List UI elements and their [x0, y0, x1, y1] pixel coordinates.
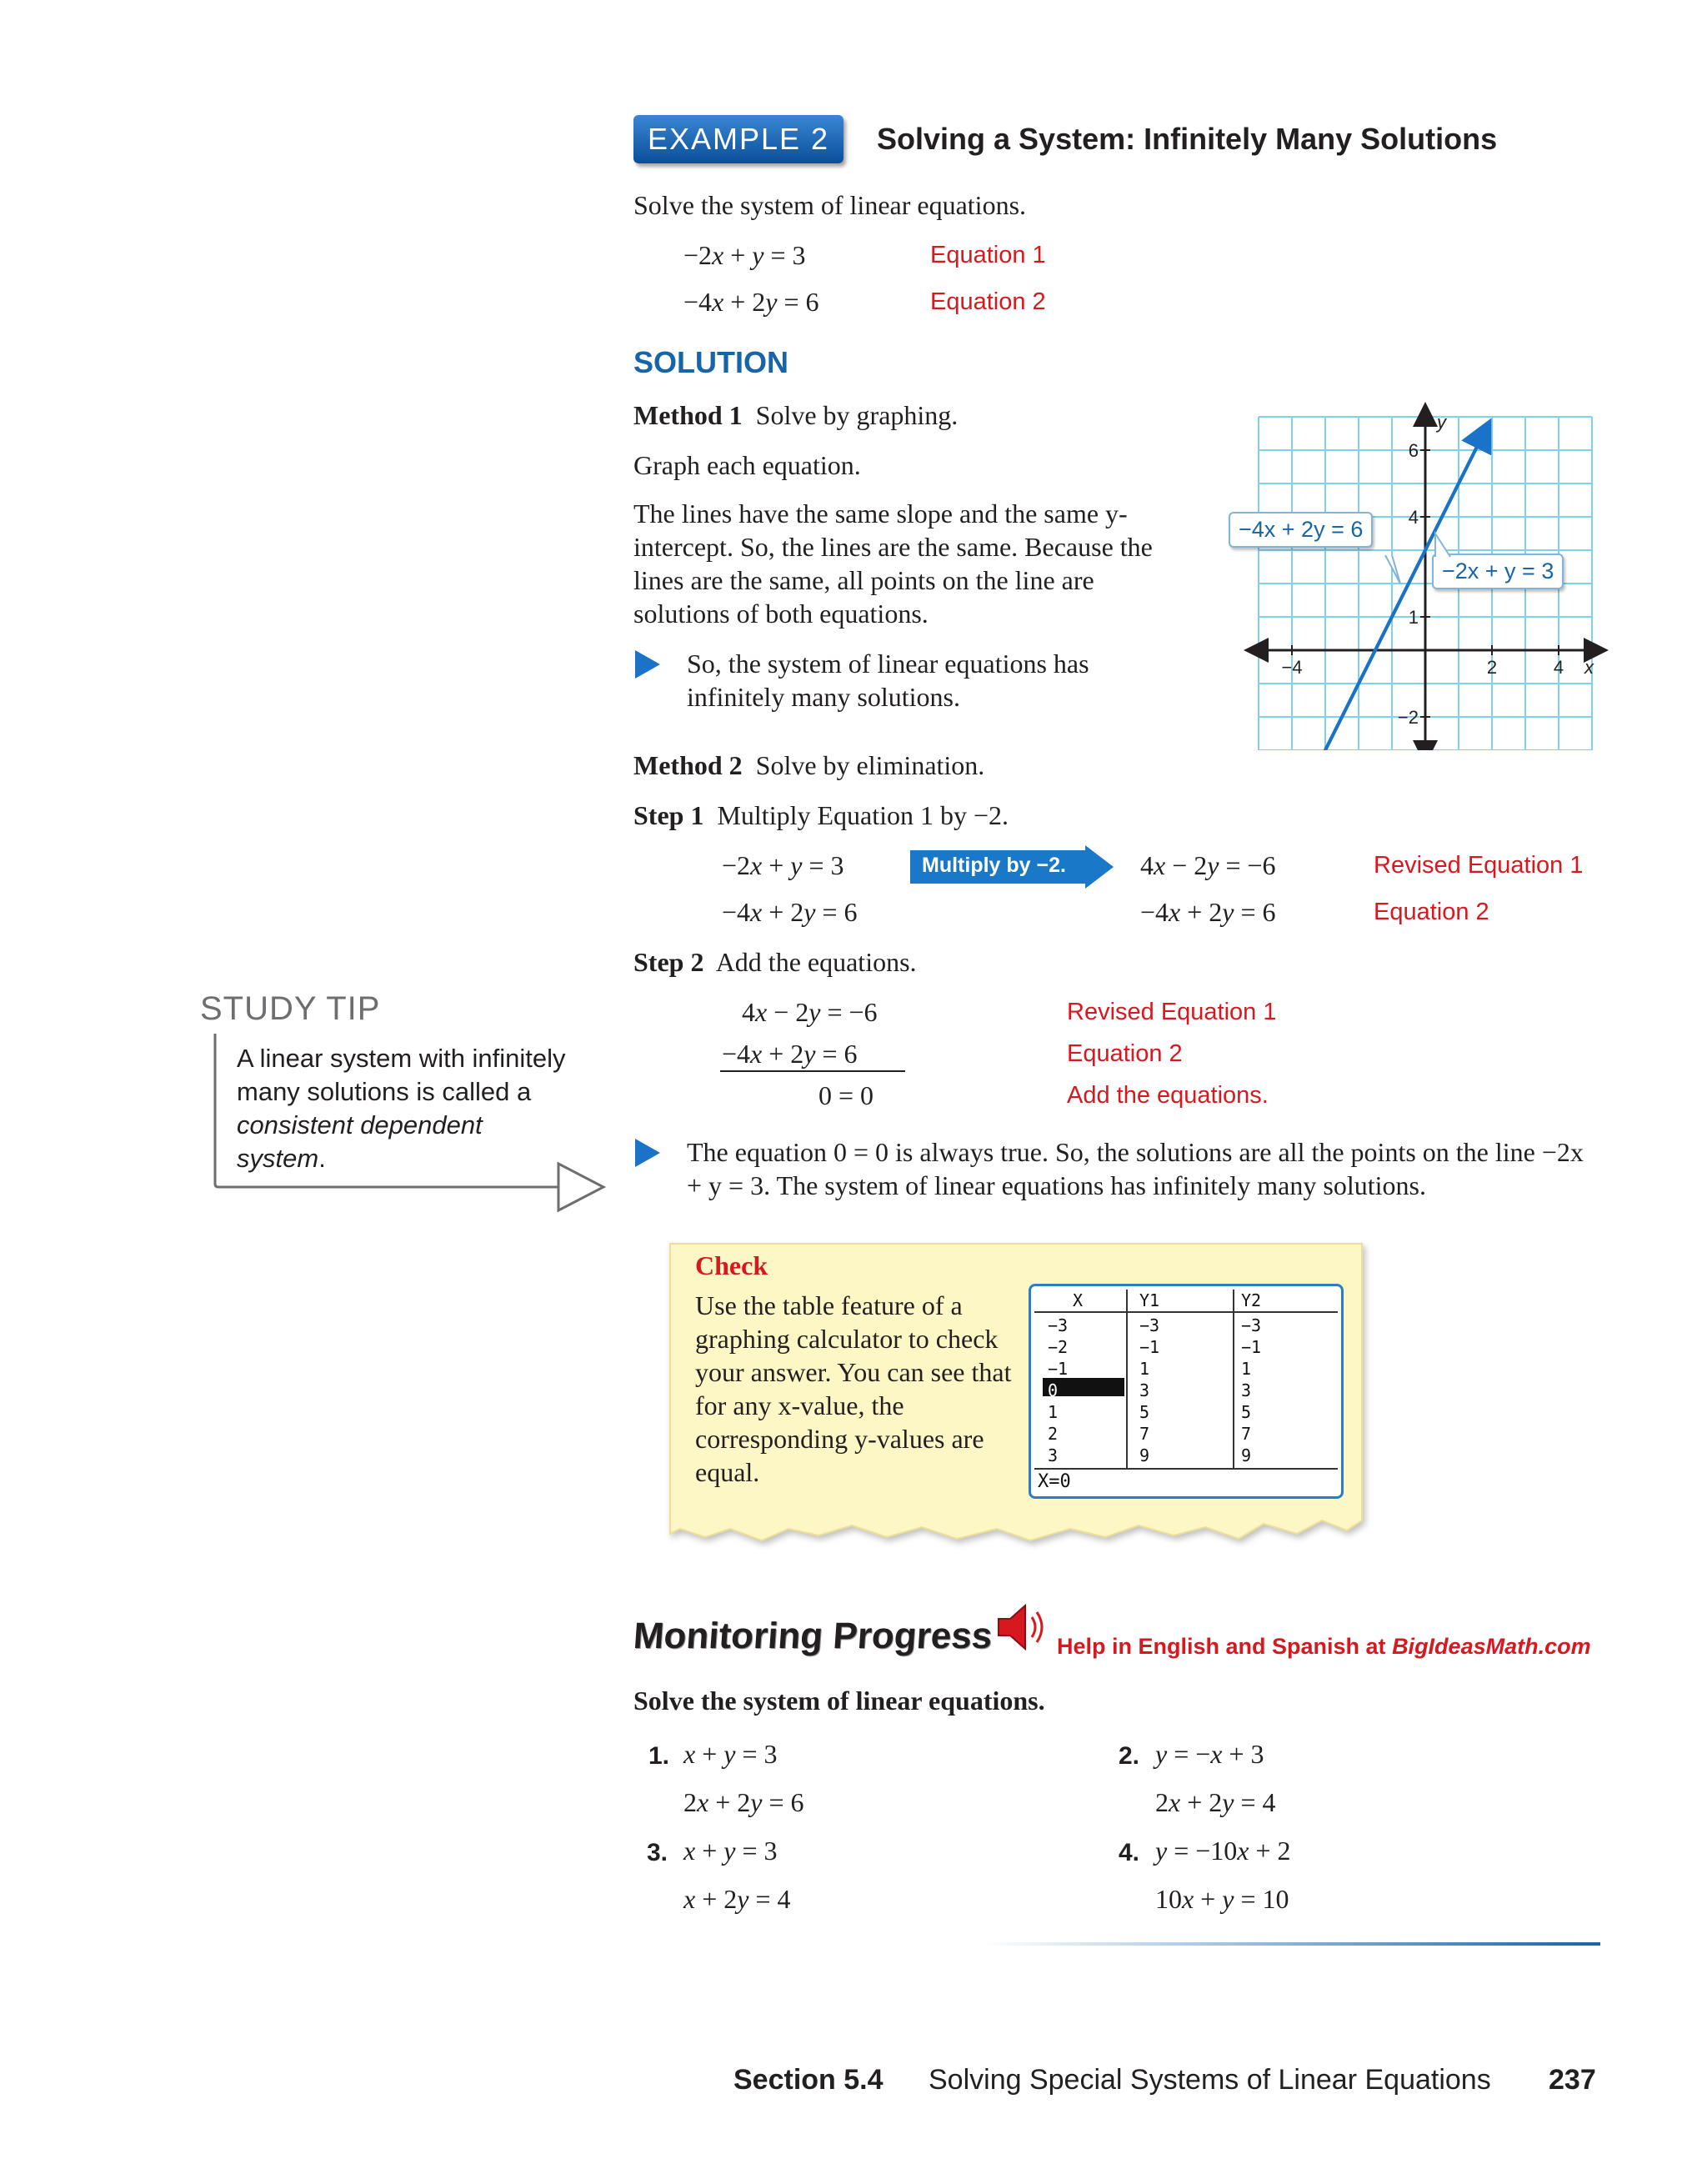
- calculator-table: [1029, 1284, 1344, 1499]
- method2-conclusion: The equation 0 = 0 is always true. So, the solutions are all the points on the line −2x + y = 3. The system of linear equations has infinitely many solutions.: [687, 1137, 1584, 1200]
- monitoring-help-text: Help in English and Spanish at: [1057, 1634, 1386, 1659]
- footer-page: 237: [1549, 2064, 1596, 2096]
- step1-right-1: 4x − 2y = −6: [1140, 850, 1276, 880]
- calc-x-cell: −2: [1048, 1337, 1069, 1357]
- problem-1-number: 1.: [648, 1742, 670, 1770]
- step1-label-2: Equation 2: [1374, 899, 1489, 925]
- calc-y2-cell: 7: [1241, 1424, 1252, 1444]
- example-title: Solving a System: Infinitely Many Solutions: [877, 122, 1498, 156]
- step1-left-2: −4x + 2y = 6: [722, 897, 858, 927]
- calc-column-y2: [1241, 1315, 1261, 1466]
- calc-y1-cell: 3: [1139, 1380, 1150, 1400]
- problem-4-number: 4.: [1119, 1839, 1140, 1866]
- calc-header-y2: Y2: [1241, 1290, 1262, 1310]
- sum-rule: [720, 1070, 905, 1072]
- calc-column-y1: [1139, 1315, 1159, 1466]
- system-label-2: Equation 2: [930, 288, 1046, 315]
- study-tip-heading: STUDY TIP: [200, 990, 381, 1027]
- step2-text: Add the equations.: [715, 947, 917, 977]
- calc-y1-cell: 9: [1139, 1445, 1150, 1465]
- y-tick-label: −2: [1397, 707, 1419, 728]
- calc-y1-cell: −3: [1139, 1315, 1160, 1335]
- y-axis-label: y: [1437, 412, 1446, 433]
- study-tip-text: [237, 1042, 570, 1175]
- problem-1-eq1: x + y = 3: [683, 1739, 778, 1769]
- calc-y2-cell: 1: [1241, 1359, 1252, 1379]
- calc-x-cell: −3: [1048, 1315, 1069, 1335]
- callout-equation-2: [1229, 512, 1373, 548]
- footer-title: Solving Special Systems of Linear Equations: [929, 2064, 1491, 2096]
- calc-y2-cell: −3: [1241, 1315, 1262, 1335]
- step2-label-3: Add the equations.: [1067, 1082, 1269, 1109]
- y-tick-label: 1: [1408, 607, 1419, 628]
- monitoring-heading: Monitoring Progress: [632, 1615, 994, 1656]
- monitoring-help[interactable]: [1057, 1634, 1591, 1660]
- bottom-rule: [984, 1942, 1600, 1946]
- graph-each: Graph each equation.: [633, 450, 861, 480]
- solution-heading: SOLUTION: [633, 345, 788, 379]
- calc-x-cell: 1: [1048, 1402, 1059, 1422]
- calc-y1-cell: 5: [1139, 1402, 1150, 1422]
- method2-text: Solve by elimination.: [755, 750, 985, 780]
- problem-3-eq1: x + y = 3: [683, 1836, 778, 1866]
- x-tick-label: −4: [1281, 657, 1303, 678]
- x-tick-label: 4: [1553, 657, 1564, 678]
- calc-header-x: X: [1073, 1290, 1084, 1310]
- example-badge-label: EXAMPLE 2: [647, 122, 830, 156]
- study-tip-text-end: .: [318, 1144, 326, 1173]
- callout-equation-2-text: −4x + 2y = 6: [1239, 517, 1364, 542]
- problem-2-number: 2.: [1119, 1742, 1140, 1770]
- step2-label-2: Equation 2: [1067, 1040, 1183, 1067]
- step1-left-1: −2x + y = 3: [722, 850, 844, 880]
- method1-text: Solve by graphing.: [755, 400, 959, 430]
- method1-line: [633, 398, 958, 432]
- calc-x-cell: 2: [1048, 1424, 1059, 1444]
- method1-conclusion: So, the system of linear equations has infinitely many solutions.: [687, 649, 1089, 712]
- calc-y2-cell: 3: [1241, 1380, 1252, 1400]
- problem-4-eq1: y = −10x + 2: [1155, 1836, 1291, 1866]
- example-prompt: Solve the system of linear equations.: [633, 190, 1027, 220]
- step2-label-1: Revised Equation 1: [1067, 999, 1277, 1025]
- system-equation-2: −4x + 2y = 6: [683, 287, 819, 317]
- y-tick-label: 4: [1408, 507, 1419, 528]
- step1-text: Multiply Equation 1 by −2.: [717, 800, 1009, 830]
- problem-3-eq2: x + 2y = 4: [683, 1884, 791, 1914]
- footer-section: Section 5.4: [733, 2064, 884, 2096]
- callout-equation-1-text: −2x + y = 3: [1442, 559, 1554, 584]
- problem-4-eq2: 10x + y = 10: [1155, 1884, 1289, 1914]
- problem-2-eq2: 2x + 2y = 4: [1155, 1787, 1276, 1817]
- calc-y2-cell: −1: [1241, 1337, 1262, 1357]
- calc-x-cell: 0: [1048, 1380, 1059, 1400]
- step2-eq-3: 0 = 0: [818, 1080, 874, 1110]
- calc-y1-cell: 7: [1139, 1424, 1150, 1444]
- method2-label: Method 2: [633, 750, 743, 780]
- x-axis-label: x: [1584, 657, 1594, 678]
- calc-y1-cell: −1: [1139, 1337, 1160, 1357]
- problem-1-eq2: 2x + 2y = 6: [683, 1787, 804, 1817]
- calc-x-cell: −1: [1048, 1359, 1069, 1379]
- monitoring-site-link[interactable]: BigIdeasMath.com: [1392, 1634, 1591, 1659]
- step2-line: [633, 945, 917, 979]
- calc-y2-cell: 5: [1241, 1402, 1252, 1422]
- step2-eq-1: 4x − 2y = −6: [742, 997, 878, 1027]
- conclusion-arrow-icon: [635, 650, 660, 679]
- multiply-arrow-label: Multiply by −2.: [922, 854, 1066, 877]
- calc-x-cell: 3: [1048, 1445, 1059, 1465]
- step1-label: Step 1: [633, 800, 704, 830]
- problem-3-number: 3.: [647, 1839, 668, 1866]
- step2-eq-2: −4x + 2y = 6: [722, 1039, 858, 1069]
- method1-explanation: The lines have the same slope and the same y-intercept. So, the lines are the same. Because the lines are the same, all points on the line are solutions of both equations.: [633, 498, 1153, 629]
- y-tick-label: 6: [1408, 440, 1419, 461]
- conclusion2-arrow-icon: [635, 1139, 660, 1167]
- calc-column-x: [1048, 1315, 1068, 1466]
- calc-header-y1: Y1: [1139, 1290, 1160, 1310]
- step1-right-2: −4x + 2y = 6: [1140, 897, 1276, 927]
- method1-label: Method 1: [633, 400, 743, 430]
- method2-line: [633, 749, 984, 782]
- system-label-1: Equation 1: [930, 242, 1046, 268]
- study-tip-text-plain: A linear system with infinitely many solutions is called a: [237, 1044, 566, 1106]
- problem-2-eq1: y = −x + 3: [1155, 1739, 1264, 1769]
- step1-line: [633, 799, 1009, 832]
- callout-pointers: [1367, 500, 1467, 600]
- step2-label: Step 2: [633, 947, 704, 977]
- check-heading: Check: [695, 1250, 768, 1280]
- system-equation-1: −2x + y = 3: [683, 240, 806, 270]
- example-badge: [633, 115, 843, 163]
- study-tip-text-italic: consistent dependent system: [237, 1110, 483, 1173]
- calc-y2-cell: 9: [1241, 1445, 1252, 1465]
- calc-y1-cell: 1: [1139, 1359, 1150, 1379]
- calc-footer: X=0: [1038, 1471, 1071, 1492]
- check-text: Use the table feature of a graphing calculator to check your answer. You can see that for any x-value, the corresponding y-values are equal.: [695, 1290, 1012, 1487]
- speaker-icon[interactable]: [994, 1600, 1054, 1654]
- monitoring-instruction: Solve the system of linear equations.: [633, 1686, 1045, 1716]
- step1-label-1: Revised Equation 1: [1374, 852, 1584, 879]
- multiply-arrow: [910, 845, 1114, 889]
- x-tick-label: 2: [1486, 657, 1498, 678]
